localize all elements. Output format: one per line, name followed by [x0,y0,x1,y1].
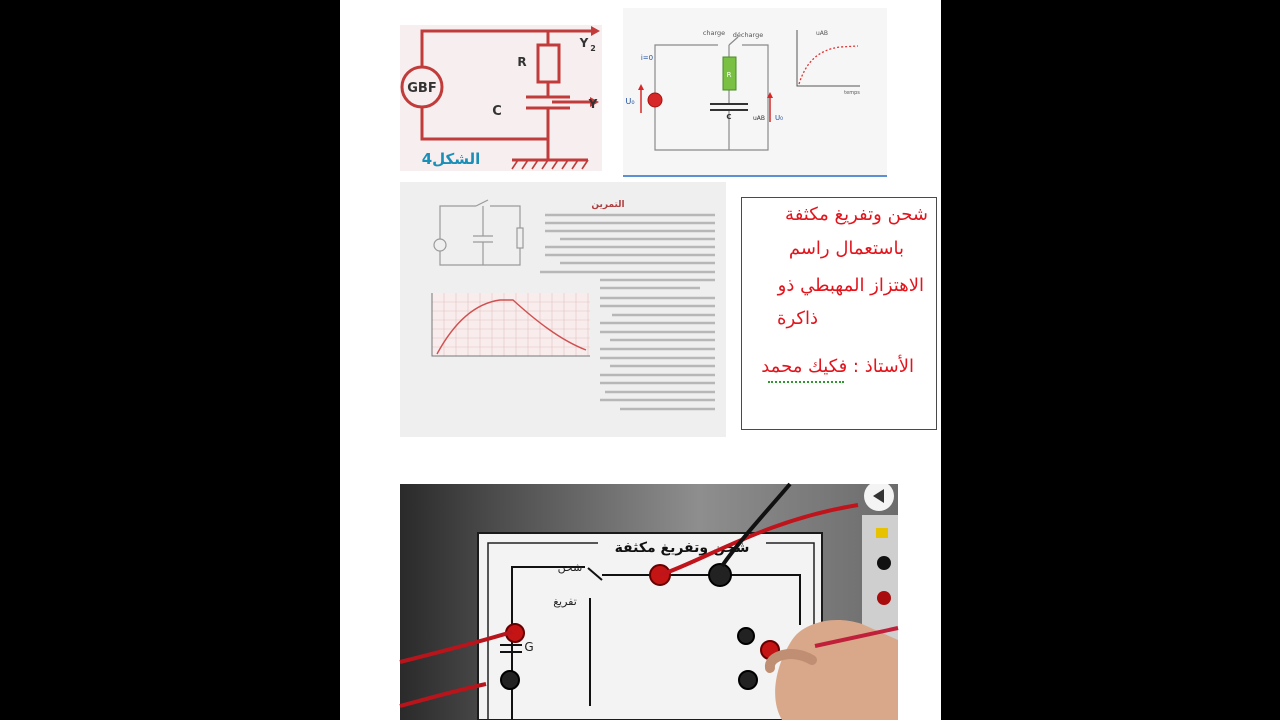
exercise-resistor [517,228,523,248]
resistor-label: R [726,71,732,79]
capacitor-voltage-equal-label: U₀ [775,114,783,122]
source-symbol [648,93,662,107]
previous-button[interactable] [864,481,894,511]
switch-charge-label: charge [702,29,726,37]
exercise-generator [434,239,446,251]
teacher-name: الأستاذ : فكيك محمد [761,356,914,377]
black-jack [738,628,754,644]
source-voltage-label: U₀ [625,97,635,106]
resistor-label: R [517,55,527,69]
lesson-title-box [741,197,937,430]
capacitor-label: C [726,113,732,121]
figure-charge-circuit [623,8,887,176]
title-line-2: باستعمال راسم [788,238,904,259]
panel-indicator [876,528,888,538]
capacitor-label: C [492,104,502,119]
figure-board-photo [400,484,898,720]
figure-exercise-scan [400,182,726,437]
spellcheck-underline [768,381,844,383]
exercise-heading: التمرين [591,200,625,210]
board-generator-label: G [524,640,534,654]
generator-label: GBF [407,81,437,96]
y2-label: Y [579,36,589,50]
graph-y-label: uAB [815,30,829,37]
graph-x-label: temps [844,90,860,96]
board-discharge-label: تفريغ [553,595,577,608]
y2-label-subscript: 2 [590,44,596,53]
title-line-3: الاهتزاز المهبطي ذو [777,275,924,296]
panel-jack [877,556,891,570]
title-line-4: ذاكرة [777,308,818,329]
black-jack [739,671,757,689]
figure-caption: الشكل4 [421,150,481,168]
black-jack [709,564,731,586]
y-label: Y [588,97,598,111]
capacitor-voltage-label: uAB [752,115,766,122]
black-jack [501,671,519,689]
board-charge-label: شحن [557,561,583,574]
panel-jack [877,591,891,605]
figure-gbf-circuit [400,25,602,171]
board-panel [478,533,822,720]
title-line-1: شحن وتفريغ مكثفة [785,204,928,225]
board-title: شحن وتفريغ مكثفة [614,540,750,556]
switch-discharge-label: décharge [732,31,764,39]
current-label: i=0 [640,54,654,62]
